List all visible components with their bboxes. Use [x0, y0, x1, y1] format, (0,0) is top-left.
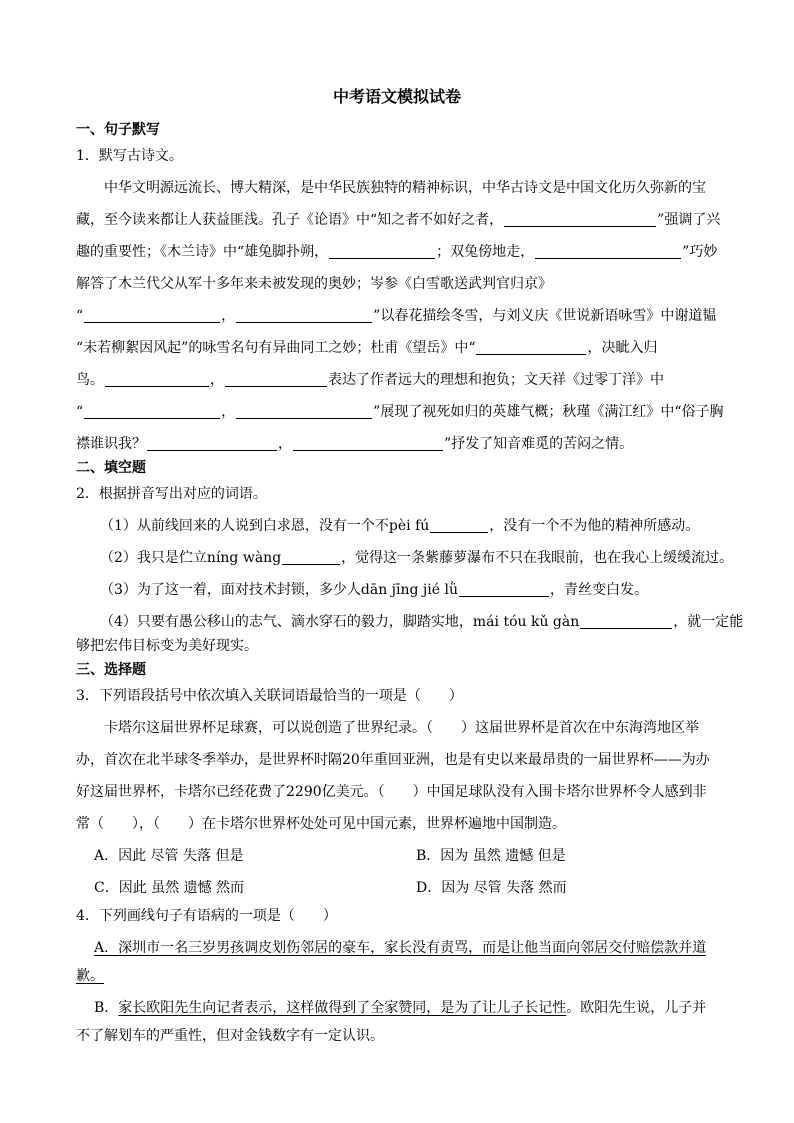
q3-passage-line-3: 好这届世界杯，卡塔尔已经花费了2290亿美元。（ ）中国足球队没有入围卡塔尔世界杯令人感到非: [76, 784, 707, 800]
q3-option-d[interactable]: D．因为 尽管 失落 然而: [416, 880, 567, 896]
q2-item-4: （4）只要有愚公移山的志气、滴水穿石的毅力，脚踏实地，mái tóu kǔ gàn ，就一定能: [100, 614, 744, 630]
answer-blank[interactable]: [459, 581, 549, 597]
question-4-stem: 4．下列画线句子有语病的一项是（ ）: [76, 908, 337, 924]
q3-passage-line-2: 办，首次在北半球冬季举办，是世界杯时隔20年重回亚洲，也是有史以来最昂贵的一届世界杯——为办: [76, 752, 710, 768]
answer-blank[interactable]: [105, 371, 209, 387]
answer-blank[interactable]: [329, 243, 435, 259]
q1-line-6: “未若柳絮因风起”的咏雪名句有异曲同工之妙；杜甫《望岳》中“ ，决眦入归: [76, 340, 658, 356]
q2-item-2: （2）我只是伫立níng wàng ，觉得这一条紫藤萝瀑布不只在我眼前，也在我心上缓缓流过。: [100, 550, 734, 566]
q4-option-a-line-2: [76, 966, 104, 986]
answer-blank[interactable]: [84, 403, 220, 419]
answer-blank[interactable]: [236, 403, 372, 419]
answer-blank[interactable]: [580, 613, 672, 629]
question-1-stem: 1．默写古诗文。: [76, 148, 183, 164]
q2-item-1: （1）从前线回来的人说到白求恩，没有一个不pèi fú ，没有一个不为他的精神所感动。: [100, 518, 700, 534]
question-3-stem: 3．下列语段括号中依次填入关联词语最恰当的一项是（ ）: [76, 688, 463, 704]
answer-blank[interactable]: [282, 549, 340, 565]
q1-line-1: 中华文明源远流长、博大精深，是中华民族独特的精神标识，中华古诗文是中国文化历久弥新的宝: [104, 180, 706, 196]
pinyin: níng wàng: [206, 550, 282, 566]
page-title: 中考语文模拟试卷: [332, 87, 461, 106]
underlined-sentence: 家长欧阳先生向记者表示，这样做得到了全家赞同，是为了让儿子长记性: [118, 1000, 567, 1016]
section-heading-choice: 三、选择题: [76, 662, 146, 678]
answer-blank[interactable]: [430, 517, 488, 533]
pinyin: pèi fú: [388, 518, 430, 534]
q3-option-b[interactable]: B．因为 虽然 遗憾 但是: [416, 848, 566, 864]
answer-blank[interactable]: [293, 435, 443, 451]
answer-blank[interactable]: [84, 307, 220, 323]
answer-blank[interactable]: [476, 339, 586, 355]
pinyin: dān jīng jié lǜ: [360, 582, 458, 598]
q1-line-4: 解答了木兰代父从军十多年来未被发现的奥妙；岑参《白雪歌送武判官归京》: [76, 276, 552, 292]
q4-option-b-line-2: 不了解划车的严重性，但对金钱数字有一定认识。: [76, 1028, 384, 1044]
q1-line-2: 藏，至今读来都让人获益匪浅。孔子《论语》中“知之者不如好之者， ”强调了兴: [76, 212, 721, 228]
section-heading-fill-in: 二、填空题: [76, 460, 146, 476]
section-heading-dictation: 一、句子默写: [76, 122, 160, 138]
q3-passage-line-4: 常（ ），（ ）在卡塔尔世界杯处处可见中国元素，世界杯遍地中国制造。: [76, 816, 566, 832]
q3-passage-line-1: 卡塔尔这届世界杯足球赛，可以说创造了世界纪录。（ ）这届世界杯是首次在中东海湾地区举: [104, 720, 699, 736]
answer-blank[interactable]: [504, 211, 656, 227]
answer-blank[interactable]: [236, 307, 372, 323]
underlined-sentence: A．深圳市一名三岁男孩调皮划伤邻居的豪车，家长没有责骂，而是让他当面向邻居交付赔偿款并道: [94, 940, 707, 956]
q2-item-4-continued: 够把宏伟目标变为美好现实。: [76, 638, 258, 654]
answer-blank[interactable]: [535, 243, 681, 259]
q4-option-a-line-1[interactable]: [94, 938, 706, 958]
q1-line-3: 趣的重要性；《木兰诗》中“雄兔脚扑朔， ；双兔傍地走， ”巧妙: [76, 244, 718, 260]
q1-line-7: 鸟。 ， 表达了作者远大的理想和抱负；文天祥《过零丁洋》中: [76, 372, 664, 388]
q4-option-b-line-1[interactable]: B．家长欧阳先生向记者表示，这样做得到了全家赞同，是为了让儿子长记性。欧阳先生说，儿子并: [94, 1000, 707, 1016]
underlined-sentence: 歉。: [76, 968, 104, 984]
q1-line-8: “ ， ”展现了视死如归的英雄气概；秋瑾《满江红》中“俗子胸: [76, 404, 724, 420]
question-2-stem: 2．根据拼音写出对应的词语。: [76, 486, 267, 502]
q3-option-a[interactable]: A．因此 尽管 失落 但是: [94, 848, 244, 864]
answer-blank[interactable]: [225, 371, 327, 387]
q2-item-3: （3）为了这一着，面对技术封锁，多少人dān jīng jié lǜ ，青丝变白发。: [100, 582, 648, 598]
q1-line-9: 襟谁识我？ ， ”抒发了知音难觅的苦闷之情。: [76, 436, 634, 452]
answer-blank[interactable]: [147, 435, 277, 451]
q1-line-5: “ ， ”以春花描绘冬雪，与刘义庆《世说新语咏雪》中谢道韫: [76, 308, 717, 324]
pinyin: mái tóu kǔ gàn: [472, 614, 580, 630]
q3-option-c[interactable]: C．因此 虽然 遗憾 然而: [94, 880, 245, 896]
